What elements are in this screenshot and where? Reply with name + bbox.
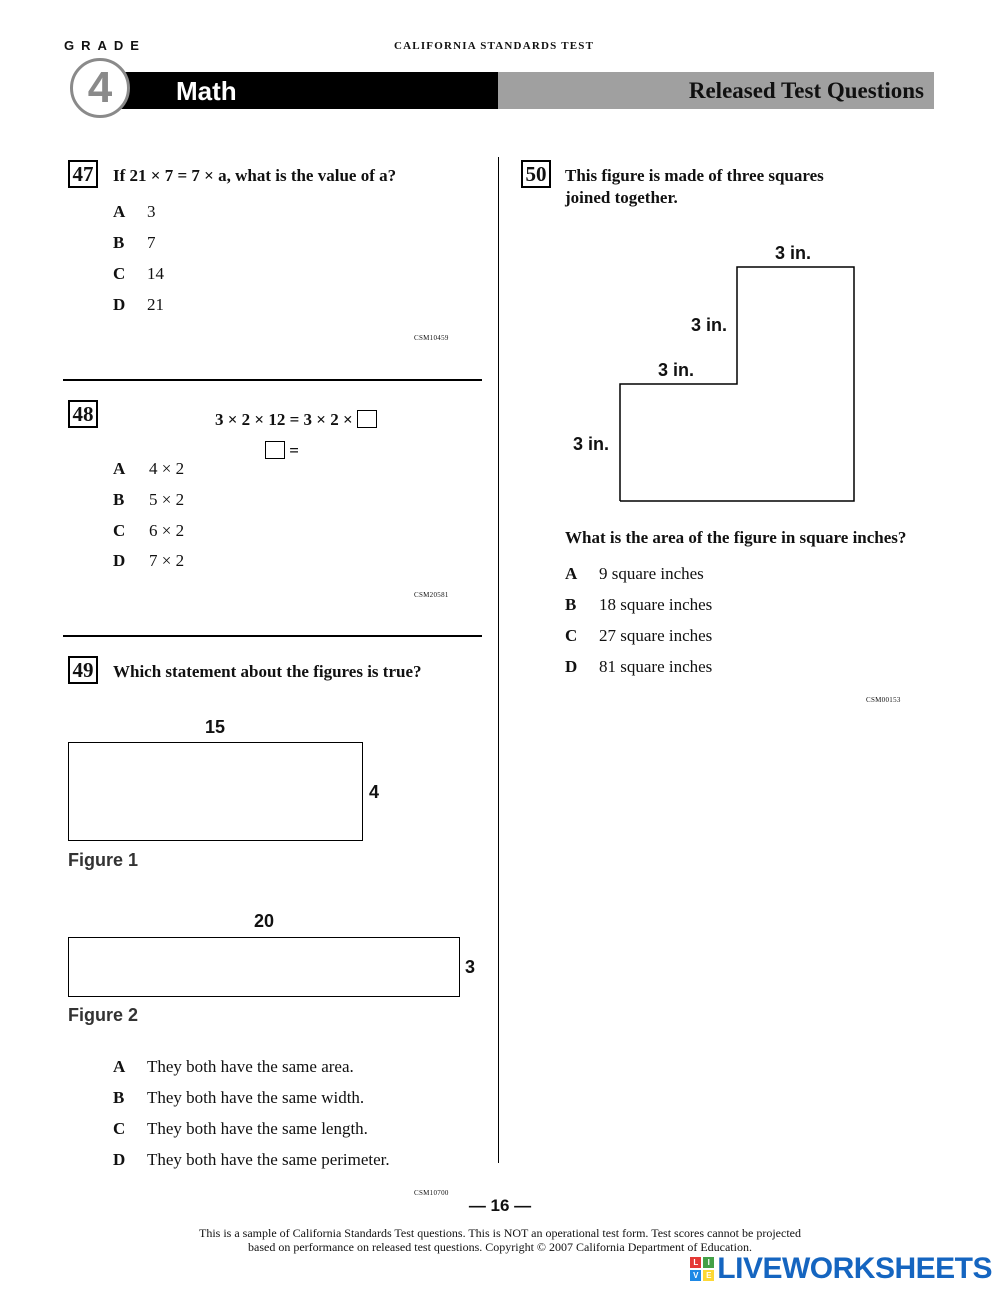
option-letter[interactable]: D (113, 295, 126, 314)
figure-1-label: Figure 1 (68, 850, 139, 870)
option-text[interactable]: 4 × 2 (149, 459, 185, 478)
question-48-equation (215, 409, 377, 431)
question-47-prompt: If 21 × 7 = 7 × a, what is the value of a? (113, 166, 397, 185)
option-letter[interactable]: B (113, 233, 125, 252)
option-text[interactable]: 81 square inches (599, 657, 713, 676)
option-letter[interactable]: D (565, 657, 578, 676)
logo-text: LIVEWORKSHEETS (717, 1252, 992, 1285)
prompt-line: joined together. (565, 188, 678, 207)
section-divider (63, 635, 482, 637)
figure-1-width: 4 (369, 782, 380, 802)
footer-note-line: This is a sample of California Standards Test questions. This is NOT an operational test form. Test scores cannot be projected (199, 1226, 801, 1240)
option-letter[interactable]: A (113, 202, 126, 221)
page-number: — 16 — (468, 1196, 532, 1215)
logo-block: L (690, 1257, 701, 1268)
question-number-49: 49 (68, 656, 98, 684)
question-50-question: What is the area of the figure in square inches? (565, 528, 907, 547)
item-code: CSM20581 (414, 591, 449, 599)
option-text[interactable]: They both have the same perimeter. (147, 1150, 390, 1169)
option-letter[interactable]: B (113, 1088, 125, 1107)
footer-note (0, 1226, 1000, 1254)
figure-1-length: 15 (205, 717, 226, 737)
item-code: CSM00153 (866, 696, 901, 704)
item-code: CSM10459 (414, 334, 449, 342)
option-text[interactable]: 21 (147, 295, 164, 314)
option-text[interactable]: They both have the same area. (147, 1057, 354, 1076)
question-number-48: 48 (68, 400, 98, 428)
subject-title: Math (176, 76, 237, 106)
option-letter[interactable]: C (113, 264, 126, 283)
option-text[interactable]: 14 (147, 264, 164, 283)
three-squares-figure (560, 235, 880, 510)
option-letter[interactable]: B (113, 490, 125, 509)
option-text[interactable]: 6 × 2 (149, 521, 185, 540)
option-text[interactable]: 7 × 2 (149, 551, 185, 570)
equation-text: 3 × 2 × 12 = 3 × 2 × (215, 410, 353, 429)
option-letter[interactable]: A (113, 1057, 126, 1076)
option-text[interactable]: 3 (147, 202, 156, 221)
item-code: CSM10700 (414, 1189, 449, 1197)
section-title: Released Test Questions (688, 78, 924, 103)
option-text[interactable]: 5 × 2 (149, 490, 185, 509)
label-left-side: 3 in. (573, 434, 610, 454)
figure-2-length: 20 (254, 911, 275, 931)
prompt-line: This figure is made of three squares (565, 166, 824, 185)
question-48-prompt (265, 440, 299, 462)
liveworksheets-logo[interactable] (690, 1252, 992, 1286)
footer-note-line: based on performance on released test questions. Copyright © 2007 California Department of Education. (248, 1240, 752, 1254)
option-text[interactable]: 7 (147, 233, 156, 252)
section-divider (63, 379, 482, 381)
column-divider (498, 157, 499, 1163)
equals-sign: = (289, 441, 299, 460)
option-letter[interactable]: A (113, 459, 126, 478)
grade-number: 4 (87, 63, 113, 112)
option-letter[interactable]: C (565, 626, 578, 645)
logo-block: I (703, 1257, 714, 1268)
option-letter[interactable]: A (565, 564, 578, 583)
option-letter[interactable]: C (113, 1119, 126, 1138)
logo-blocks-icon (690, 1257, 714, 1281)
question-number-47: 47 (68, 160, 98, 188)
blank-box (265, 441, 285, 459)
blank-box (357, 410, 377, 428)
option-text[interactable]: 9 square inches (599, 564, 704, 583)
option-letter[interactable]: B (565, 595, 577, 614)
option-letter[interactable]: D (113, 551, 126, 570)
figure-2-width: 3 (465, 957, 476, 977)
question-50-prompt (565, 165, 824, 209)
grade-label: GRADE (64, 38, 146, 53)
figure-2-label: Figure 2 (68, 1005, 139, 1025)
grade-badge (70, 58, 130, 118)
figure-2-rectangle (68, 937, 460, 997)
option-letter[interactable]: C (113, 521, 126, 540)
figure-outline (620, 267, 854, 501)
test-name: CALIFORNIA STANDARDS TEST (394, 40, 595, 52)
option-letter[interactable]: D (113, 1150, 126, 1169)
option-text[interactable]: 27 square inches (599, 626, 713, 645)
question-number-50: 50 (521, 160, 551, 188)
question-49-prompt: Which statement about the figures is true? (113, 662, 422, 681)
label-top-side: 3 in. (775, 243, 812, 263)
option-text[interactable]: They both have the same width. (147, 1088, 365, 1107)
figure-1-rectangle (68, 742, 363, 841)
option-text[interactable]: They both have the same length. (147, 1119, 368, 1138)
option-text[interactable]: 18 square inches (599, 595, 713, 614)
logo-block: V (690, 1270, 701, 1281)
logo-block: E (703, 1270, 714, 1281)
label-middle-top: 3 in. (658, 360, 695, 380)
label-upper-side: 3 in. (691, 315, 728, 335)
header-bar-dark (100, 72, 498, 109)
